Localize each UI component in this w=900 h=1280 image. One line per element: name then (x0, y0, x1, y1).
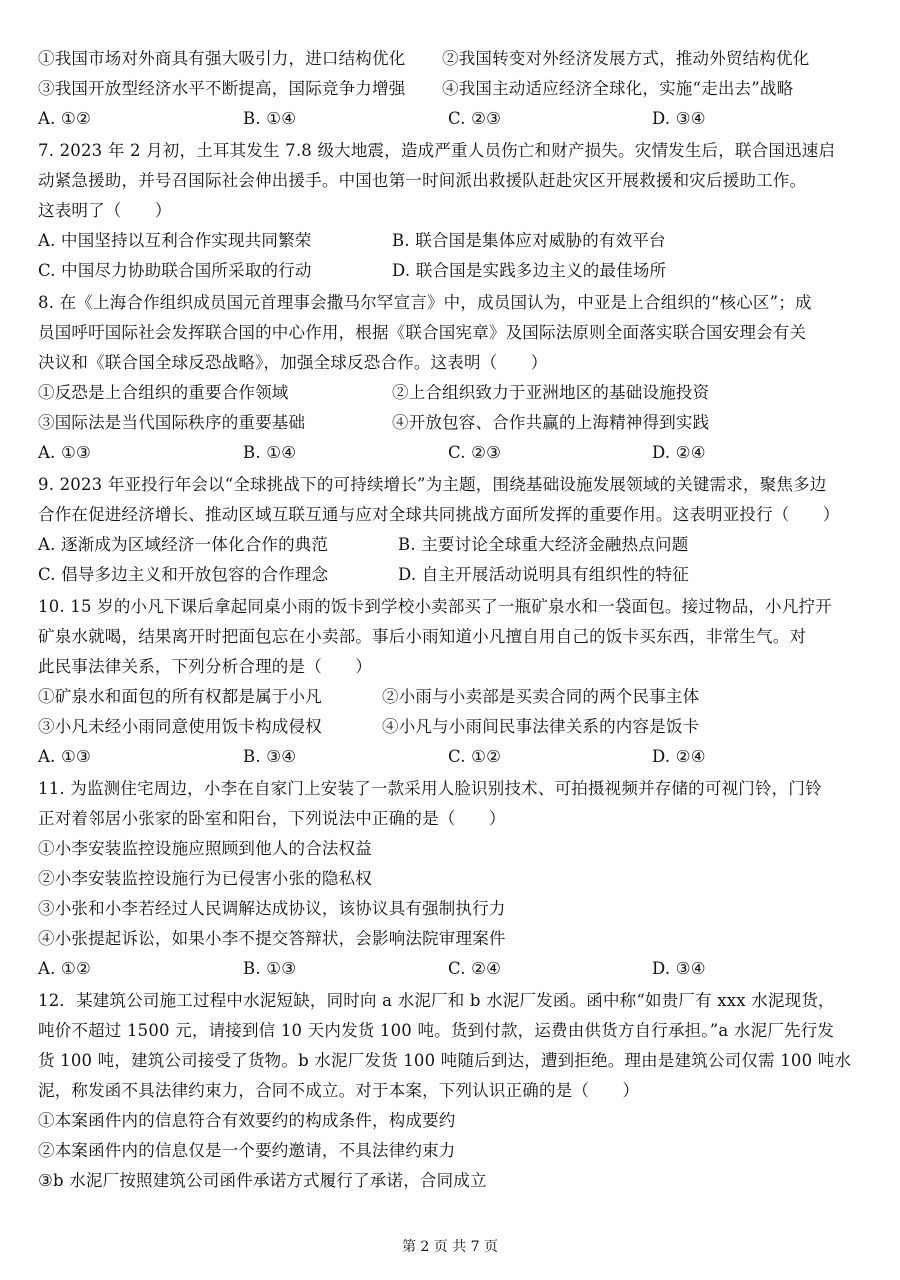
q10-choice-c: C. ①② (448, 747, 502, 766)
q11-stem-line-1: 11. 为监测住宅周边，小李在自家门上安装了一款采用人脸识别技术、可拍摄视频并存储的可视门铃，门铃 (38, 779, 822, 798)
q9-option-c: C. 倡导多边主义和开放包容的合作理念 (38, 565, 329, 584)
q6-choice-d: D. ③④ (652, 109, 706, 128)
q7-option-c: C. 中国尽力协助联合国所采取的行动 (38, 261, 312, 280)
q10-option-3: ③小凡未经小雨同意使用饭卡构成侵权 (38, 717, 322, 736)
q12-option-3: ③b 水泥厂按照建筑公司函件承诺方式履行了承诺，合同成立 (38, 1171, 487, 1190)
q6-option-2: ②我国转变对外经济发展方式，推动外贸结构优化 (442, 49, 810, 68)
q11-choice-a: A. ①② (38, 959, 91, 978)
q8-stem-line-3: 决议和《联合国全球反恐战略》，加强全球反恐合作。这表明（ ） (38, 353, 548, 372)
q10-option-4: ④小凡与小雨间民事法律关系的内容是饭卡 (382, 717, 700, 736)
q12-stem-line-3: 货 100 吨，建筑公司接受了货物。b 水泥厂发货 100 吨随后到达，遭到拒绝。理由是建筑公司仅需 100 吨水 (38, 1051, 852, 1070)
q10-option-1: ①矿泉水和面包的所有权都是属于小凡 (38, 687, 322, 706)
q9-option-d: D. 自主开展活动说明具有组织性的特征 (398, 565, 689, 584)
q7-stem-line-1: 7. 2023 年 2 月初，土耳其发生 7.8 级大地震，造成严重人员伤亡和财产损失。灾情发生后，联合国迅速启 (38, 141, 836, 160)
q8-option-2: ②上合组织致力于亚洲地区的基础设施投资 (392, 383, 710, 402)
q12-option-1: ①本案函件内的信息符合有效要约的构成条件，构成要约 (38, 1111, 456, 1130)
q9-option-a: A. 逐渐成为区域经济一体化合作的典范 (38, 535, 329, 554)
q11-stem-line-2: 正对着邻居小张家的卧室和阳台，下列说法中正确的是（ ） (38, 809, 506, 828)
q8-option-4: ④开放包容、合作共赢的上海精神得到实践 (392, 413, 710, 432)
q9-option-b: B. 主要讨论全球重大经济金融热点问题 (398, 535, 689, 554)
q12-option-2: ②本案函件内的信息仅是一个要约邀请，不具法律约束力 (38, 1141, 456, 1160)
q8-choice-d: D. ②④ (652, 443, 706, 462)
q7-stem-line-3: 这表明了（ ） (38, 201, 172, 220)
q12-stem-line-4: 泥，称发函不具法律约束力，合同不成立。对于本案，下列认识正确的是（ ） (38, 1081, 640, 1100)
q10-stem-line-1: 10. 15 岁的小凡下课后拿起同桌小雨的饭卡到学校小卖部买了一瓶矿泉水和一袋面包。接过物品，小凡拧开 (38, 597, 832, 616)
q6-option-1: ①我国市场对外商具有强大吸引力，进口结构优化 (38, 49, 406, 68)
q6-choice-c: C. ②③ (448, 109, 502, 128)
q11-option-4: ④小张提起诉讼，如果小李不提交答辩状，会影响法院审理案件 (38, 929, 506, 948)
q8-stem-line-1: 8. 在《上海合作组织成员国元首理事会撒马尔罕宣言》中，成员国认为，中亚是上合组织的“核心区”；成 (38, 293, 812, 312)
q8-option-3: ③国际法是当代国际秩序的重要基础 (38, 413, 306, 432)
q10-option-2: ②小雨与小卖部是买卖合同的两个民事主体 (382, 687, 700, 706)
q11-option-2: ②小李安装监控设施行为已侵害小张的隐私权 (38, 869, 372, 888)
q9-stem-line-1: 9. 2023 年亚投行年会以“全球挑战下的可持续增长”为主题，围绕基础设施发展领域的关键需求，聚焦多边 (38, 475, 827, 494)
q10-choice-a: A. ①③ (38, 747, 91, 766)
q7-option-a: A. 中国坚持以互利合作实现共同繁荣 (38, 231, 312, 250)
q8-choice-a: A. ①③ (38, 443, 91, 462)
q8-choice-c: C. ②③ (448, 443, 502, 462)
q6-choice-b: B. ①④ (243, 109, 297, 128)
page-number-footer: 第 2 页 共 7 页 (401, 1239, 499, 1255)
q6-option-3: ③我国开放型经济水平不断提高，国际竞争力增强 (38, 79, 406, 98)
q6-choice-a: A. ①② (38, 109, 91, 128)
q11-choice-b: B. ①③ (243, 959, 297, 978)
q11-choice-d: D. ③④ (652, 959, 706, 978)
q8-choice-b: B. ①④ (243, 443, 297, 462)
q11-choice-c: C. ②④ (448, 959, 502, 978)
q10-stem-line-2: 矿泉水就喝，结果离开时把面包忘在小卖部。事后小雨知道小凡擅自用自己的饭卡买东西，非常生气。对 (38, 627, 807, 646)
q7-option-d: D. 联合国是实践多边主义的最佳场所 (392, 261, 667, 280)
q10-choice-d: D. ②④ (652, 747, 706, 766)
q6-option-4: ④我国主动适应经济全球化，实施“走出去”战略 (442, 79, 794, 98)
q7-option-b: B. 联合国是集体应对威胁的有效平台 (392, 231, 666, 250)
q12-stem-line-2: 吨价不超过 1500 元，请接到信 10 天内发货 100 吨。货到付款，运费由供货方自行承担。”a 水泥厂先行发 (38, 1021, 835, 1040)
q7-stem-line-2: 动紧急援助，并号召国际社会伸出援手。中国也第一时间派出救援队赶赴灾区开展救援和灾后援助工作。 (38, 171, 807, 190)
q8-option-1: ①反恐是上合组织的重要合作领域 (38, 383, 289, 402)
q10-choice-b: B. ③④ (243, 747, 297, 766)
q11-option-1: ①小李安装监控设施应照顾到他人的合法权益 (38, 839, 372, 858)
q11-option-3: ③小张和小李若经过人民调解达成协议，该协议具有强制执行力 (38, 899, 506, 918)
q8-stem-line-2: 员国呼吁国际社会发挥联合国的中心作用，根据《联合国宪章》及国际法原则全面落实联合国安理会有关 (38, 323, 807, 342)
q10-stem-line-3: 此民事法律关系，下列分析合理的是（ ） (38, 657, 372, 676)
q12-stem-line-1: 12．某建筑公司施工过程中水泥短缺，同时向 a 水泥厂和 b 水泥厂发函。函中称“如贵厂有 xxx 水泥现货， (38, 991, 835, 1010)
q9-stem-line-2: 合作在促进经济增长、推动区域互联互通与应对全球共同挑战方面所发挥的重要作用。这表明亚投行（ ） (38, 505, 840, 524)
